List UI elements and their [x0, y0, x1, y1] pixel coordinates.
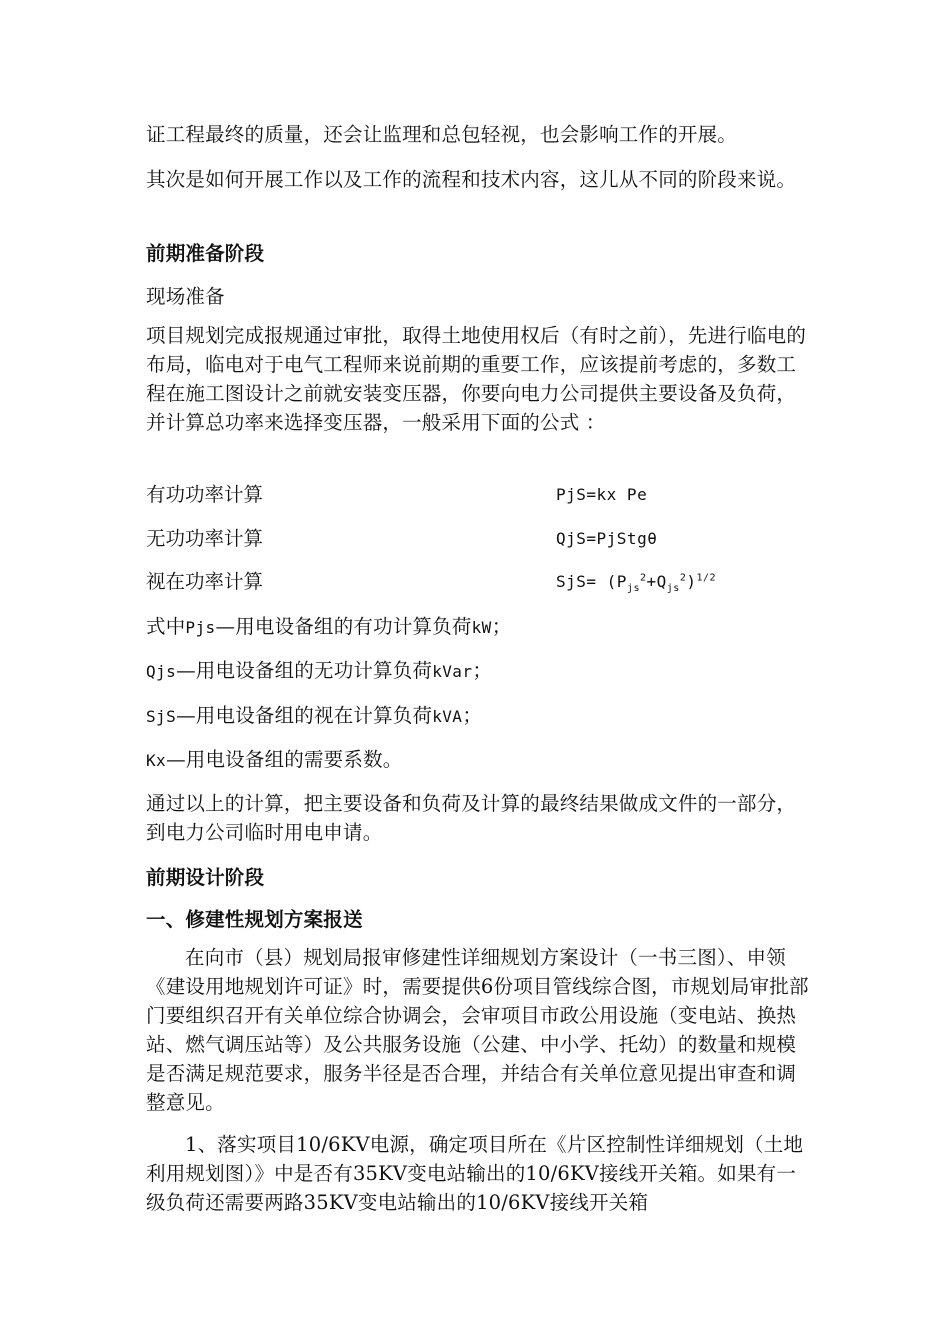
formula-apparent-power	[146, 567, 810, 596]
paragraph-workflow: 其次是如何开展工作以及工作的流程和技术内容，这儿从不同的阶段来说。	[146, 168, 797, 191]
formula-active-power	[146, 480, 810, 509]
paragraph-site-prep: 现场准备	[146, 285, 225, 308]
formula-label: 无功功率计算	[146, 527, 264, 550]
paragraph-quality: 证工程最终的质量，还会让监理和总包轻视，也会影响工作的开展。	[146, 123, 738, 146]
formula-expression: $SjS= (P_{js}^2+Q_{js}^2)^{1/2}$	[556, 572, 717, 595]
heading-plan-submission: 一、修建性规划方案报送	[146, 908, 363, 931]
heading-preparation-stage: 前期准备阶段	[146, 242, 265, 265]
definition-qjs: Qjs—用电设备组的无功计算负荷kVar；	[146, 659, 493, 682]
paragraph-temporary-power: 项目规划完成报规通过审批，取得土地使用权后（有时之前），先进行临电的布局，临电对于电气工程师来说前期的重要工作，应该提前考虑的，多数工程在施工图设计之前就安装变压器，你要向电力公司提供主要设备及负荷，并计算总功率来选择变压器，一般采用下面的公式 ：	[146, 324, 807, 434]
paragraph-planning-review: 在向市（县）规划局报审修建性详细规划方案设计（一书三图）、申领《建设用地规划许可证》时，需要提供6份项目管线综合图，市规划局审批部门要组织召开有关单位综合协调会，会审项目市政公用设施（变电站、换热站、燃气调压站等）及公共服务设施（公建、中小学、托幼）的数量和规模是否满足规范要求，服务半径是否合理，并结合有关单位意见提出审查和调整意见。	[146, 946, 809, 1114]
heading-design-stage: 前期设计阶段	[146, 866, 265, 889]
formula-label: 有功功率计算	[146, 483, 264, 506]
paragraph-power-source: 1、落实项目10/6KV电源，确定项目所在《片区控制性详细规划（土地利用规划图）》中是否有35KV变电站输出的10/6KV接线开关箱。如果有一级负荷还需要两路35KV变电站输出的10/6KV接线开关箱	[146, 1133, 804, 1214]
formula-reactive-power	[146, 524, 810, 553]
formula-expression: PjS=kx Pe	[556, 485, 648, 504]
definition-sjs: SjS—用电设备组的视在计算负荷kVA；	[146, 704, 483, 727]
formula-label: 视在功率计算	[146, 570, 264, 593]
definition-pjs: 式中Pjs—用电设备组的有功计算负荷kW；	[146, 615, 512, 638]
formula-expression: QjS=PjStgθ	[556, 529, 658, 548]
definition-kx: Kx—用电设备组的需要系数。	[146, 748, 403, 771]
paragraph-application: 通过以上的计算，把主要设备和负荷及计算的最终结果做成文件的一部分，到电力公司临时用电申请。	[146, 792, 797, 844]
